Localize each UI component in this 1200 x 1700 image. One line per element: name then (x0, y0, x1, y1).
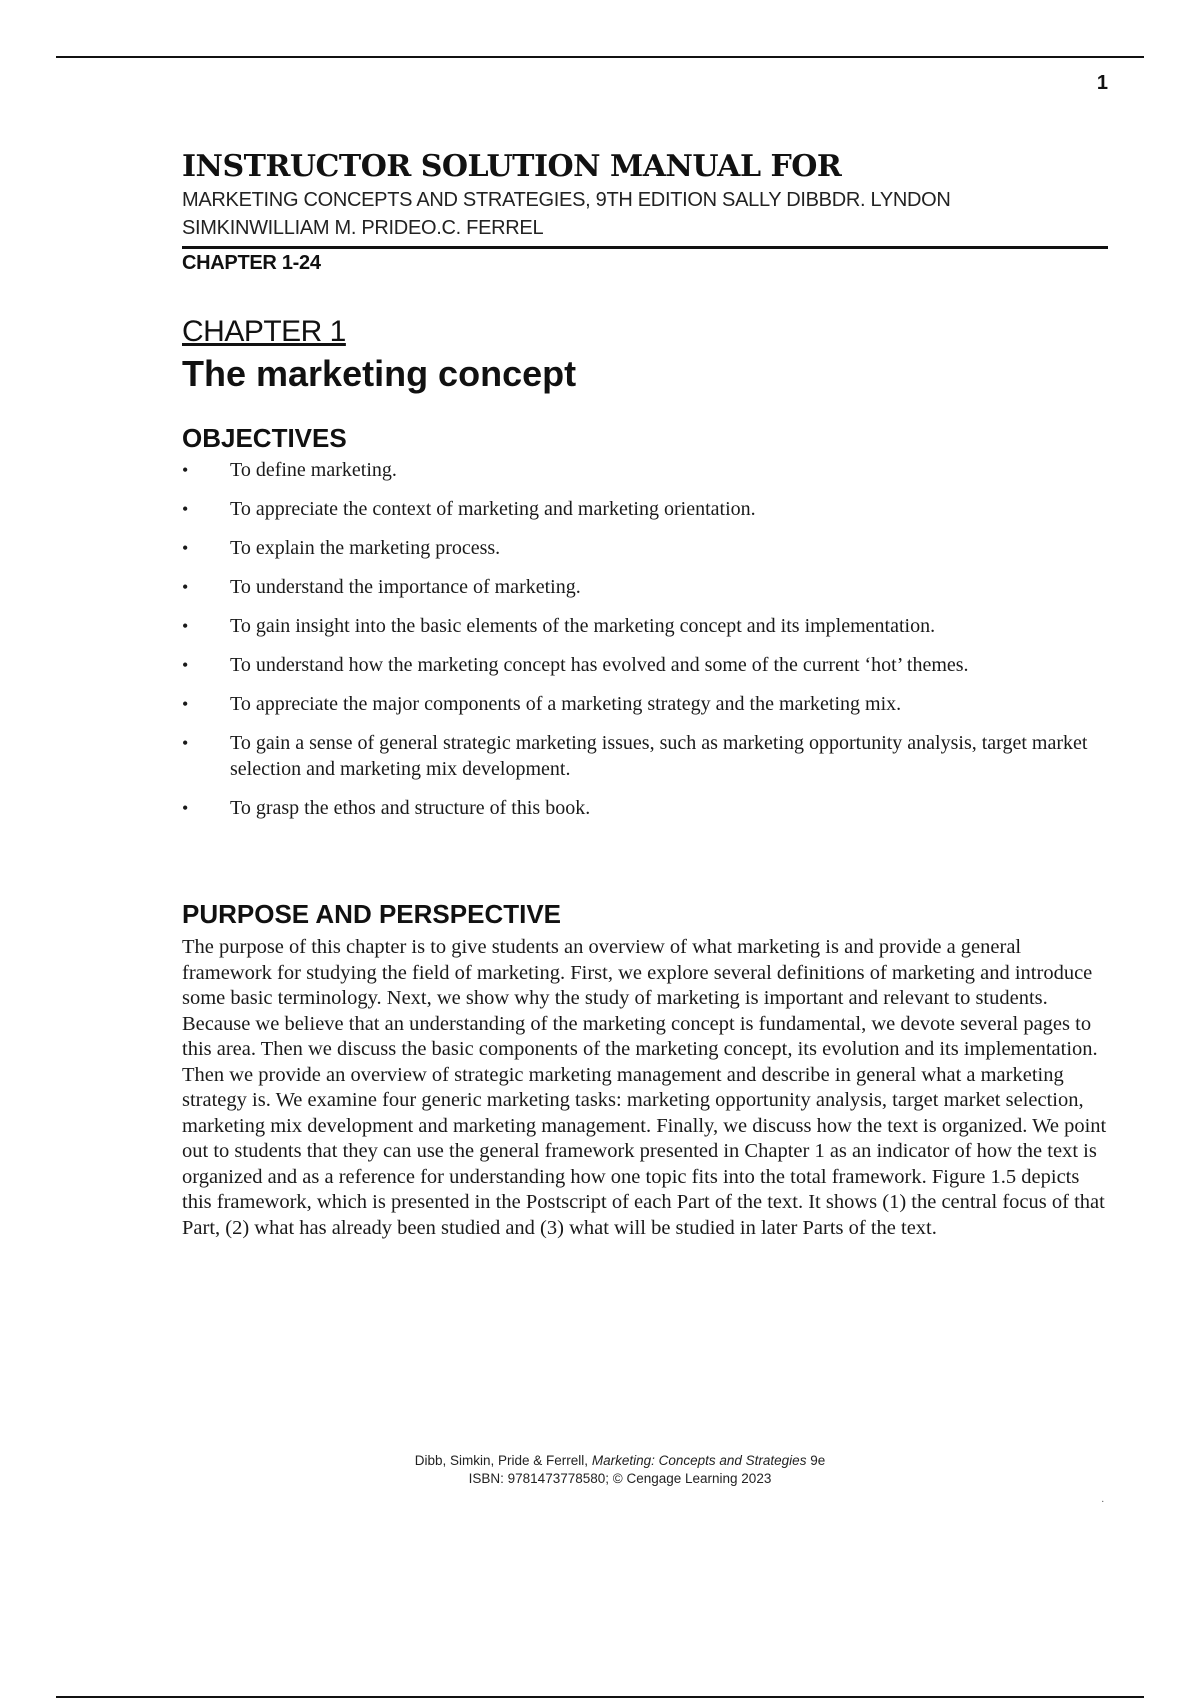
footer-authors: Dibb, Simkin, Pride & Ferrell, (414, 1453, 589, 1468)
chapter-label: CHAPTER 1 (182, 315, 346, 348)
footer-edition: 9e (810, 1453, 826, 1468)
bullet-icon: • (182, 694, 189, 714)
objective-item: • To gain a sense of general strategic marketing issues, such as marketing opportunity analysis, target market selection and marketing mix development. (182, 732, 1088, 780)
objective-item: • To appreciate the major components of a marketing strategy and the marketing mix. (182, 693, 902, 715)
book-title-line-2: SIMKINWILLIAM M. PRIDEO.C. FERREL (182, 217, 544, 239)
bullet-icon: • (182, 499, 189, 519)
bullet-icon: • (182, 733, 189, 753)
footer-citation (0, 1452, 1200, 1470)
book-title-line-1: MARKETING CONCEPTS AND STRATEGIES, 9TH EDITION SALLY DIBBDR. LYNDON (182, 189, 951, 211)
bullet-icon: • (182, 577, 189, 597)
objective-item: • To appreciate the context of marketing and marketing orientation. (182, 498, 756, 520)
manual-title: INSTRUCTOR SOLUTION MANUAL FOR (182, 149, 842, 184)
purpose-heading: PURPOSE AND PERSPECTIVE (182, 899, 562, 929)
purpose-paragraph: The purpose of this chapter is to give students an overview of what marketing is and provide a general framework for studying the field of marketing. First, we explore several definitions of marketing and introduce some basic terminology. Next, we show why the study of marketing is important and relevant to students. Because we believe that an understanding of the marketing concept is fundamental, we devote several pages to this area. Then we discuss the basic components of the marketing concept, its evolution and its implementation. Then we provide an overview of strategic marketing management and describe in general what a marketing strategy is. We examine four generic marketing tasks: marketing opportunity analysis, target market selection, marketing mix development and marketing management. Finally, we discuss how the text is organized. We point out to students that they can use the general framework presented in Chapter 1 as an indicator of how the text is organized and as a reference for understanding how one topic fits into the total framework. Figure 1.5 depicts this framework, which is presented in the Postscript of each Part of the text. It shows (1) the central focus of that Part, (2) what has already been studied and (3) what will be studied in later Parts of the text. (182, 936, 1107, 1239)
bullet-icon: • (182, 460, 189, 480)
bullet-icon: • (182, 798, 189, 818)
page-number: 1 (1096, 72, 1108, 94)
chapter-range: CHAPTER 1-24 (182, 252, 321, 274)
top-rule (56, 56, 1144, 58)
bullet-icon: • (182, 616, 189, 636)
objectives-heading: OBJECTIVES (182, 423, 347, 453)
footer-book-title: Marketing: Concepts and Strategies (591, 1453, 807, 1468)
chapter-range-block (182, 246, 1108, 275)
bottom-rule (56, 1696, 1144, 1698)
objective-item: • To gain insight into the basic elements of the marketing concept and its implementation. (182, 615, 936, 637)
stray-mark: . (1101, 1494, 1104, 1505)
objective-item: • To define marketing. (182, 459, 397, 481)
objective-item: • To explain the marketing process. (182, 537, 501, 559)
page-footer (0, 1452, 1200, 1488)
bullet-icon: • (182, 538, 189, 558)
footer-isbn: ISBN: 9781473778580; © Cengage Learning 2023 (468, 1471, 772, 1486)
objective-item: • To understand the importance of marketing. (182, 576, 581, 598)
page-content (182, 150, 1108, 1241)
bullet-icon: • (182, 655, 189, 675)
chapter-title: The marketing concept (182, 353, 577, 394)
objective-item: • To grasp the ethos and structure of this book. (182, 797, 591, 819)
objective-item: • To understand how the marketing concept has evolved and some of the current ‘hot’ themes. (182, 654, 969, 676)
objectives-list (182, 457, 1108, 821)
